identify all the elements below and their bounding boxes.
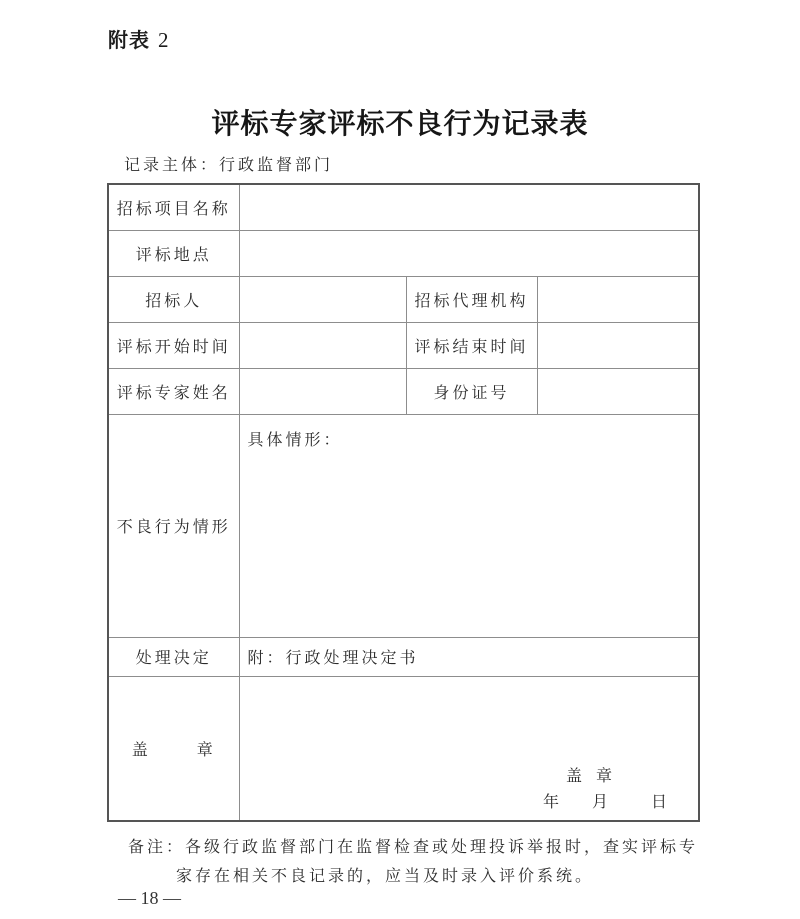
misconduct-detail-label: 具体情形： (247, 429, 343, 449)
start-time-field[interactable] (239, 322, 406, 368)
footnote-line-1: 备注：各级行政监督部门在监督检查或处理投诉举报时，查实评标专 (128, 837, 699, 856)
table-row (108, 322, 699, 368)
table-row (108, 276, 699, 322)
agency-field[interactable] (537, 276, 699, 322)
misconduct-record-table (107, 183, 700, 822)
footnote (128, 832, 708, 890)
record-subject: 记录主体：行政监督部门 (124, 155, 334, 174)
misconduct-label: 不良行为情形 (108, 414, 239, 637)
project-name-field[interactable] (239, 184, 699, 230)
tenderer-label: 招标人 (108, 276, 239, 322)
seal-date (543, 789, 670, 812)
agency-label: 招标代理机构 (406, 276, 537, 322)
page-title: 评标专家评标不良行为记录表 (211, 107, 589, 140)
seal-field[interactable] (239, 676, 699, 821)
id-number-label: 身份证号 (406, 368, 537, 414)
id-number-field[interactable] (537, 368, 699, 414)
table-row (108, 184, 699, 230)
table-row (108, 368, 699, 414)
misconduct-detail-field[interactable] (239, 414, 699, 637)
expert-name-label: 评标专家姓名 (108, 368, 239, 414)
seal-label (108, 676, 239, 821)
table-row (108, 676, 699, 821)
appendix-label (108, 24, 169, 53)
footnote-line-2: 家存在相关不良记录的，应当及时录入评价系统。 (176, 866, 595, 885)
date-year: 年 (542, 792, 562, 811)
date-day: 日 (650, 792, 670, 811)
appendix-number: 2 (157, 28, 170, 52)
start-time-label: 评标开始时间 (108, 322, 239, 368)
tenderer-field[interactable] (239, 276, 406, 322)
page-number: — 18 — (118, 888, 181, 908)
seal-label-char-1: 盖 (131, 739, 151, 759)
end-time-field[interactable] (537, 322, 699, 368)
location-label: 评标地点 (108, 230, 239, 276)
location-field[interactable] (239, 230, 699, 276)
project-name-label: 招标项目名称 (108, 184, 239, 230)
decision-label: 处理决定 (108, 637, 239, 676)
table-row (108, 414, 699, 637)
decision-field[interactable]: 附：行政处理决定书 (239, 637, 699, 676)
end-time-label: 评标结束时间 (406, 322, 537, 368)
expert-name-field[interactable] (239, 368, 406, 414)
date-month: 月 (591, 792, 611, 811)
appendix-text: 附表 (108, 28, 150, 52)
seal-signature: 盖章 (565, 766, 626, 785)
table-row (108, 230, 699, 276)
seal-label-char-2: 章 (196, 739, 216, 759)
table-row (108, 637, 699, 676)
